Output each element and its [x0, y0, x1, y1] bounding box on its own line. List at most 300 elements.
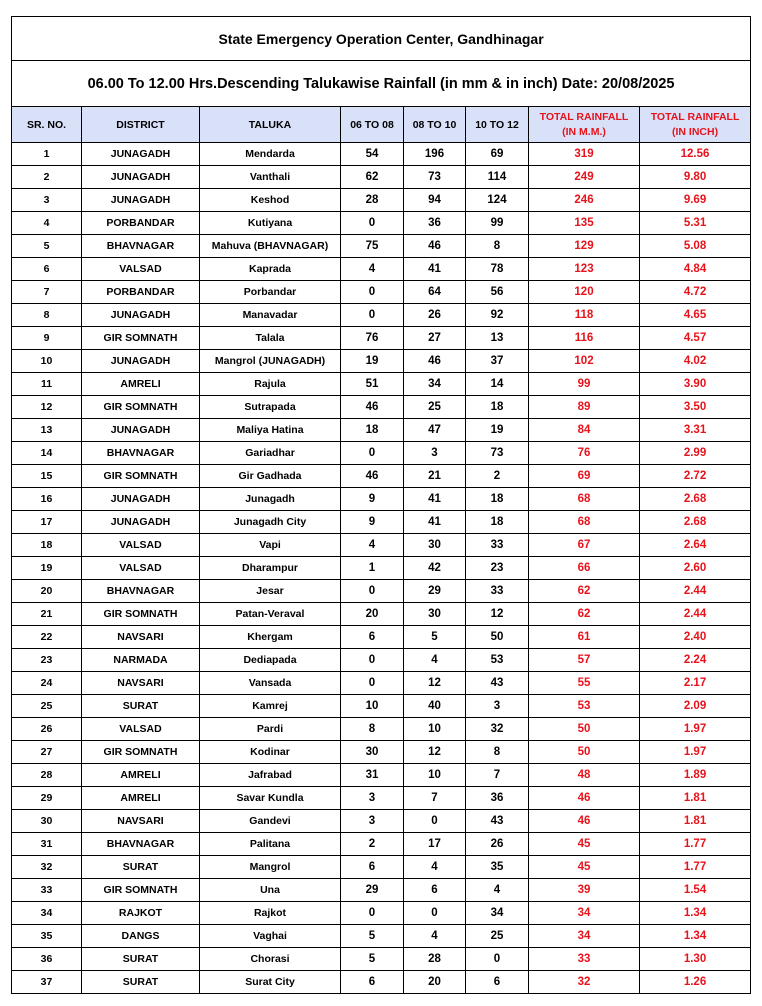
cell-10-to-12: 18 — [466, 488, 529, 511]
table-row — [12, 741, 751, 764]
cell-district: VALSAD — [82, 534, 200, 557]
cell-06-to-08: 2 — [341, 833, 404, 856]
cell-taluka: Chorasi — [200, 948, 341, 971]
cell-10-to-12: 32 — [466, 718, 529, 741]
cell-06-to-08: 0 — [341, 304, 404, 327]
cell-10-to-12: 0 — [466, 948, 529, 971]
cell-sr-no: 30 — [12, 810, 82, 833]
cell-10-to-12: 23 — [466, 557, 529, 580]
col-header-taluka: TALUKA — [200, 107, 341, 143]
cell-sr-no: 3 — [12, 189, 82, 212]
cell-08-to-10: 30 — [404, 603, 466, 626]
table-row — [12, 488, 751, 511]
cell-total-mm: 118 — [529, 304, 640, 327]
cell-08-to-10: 47 — [404, 419, 466, 442]
table-row — [12, 212, 751, 235]
cell-district: NARMADA — [82, 649, 200, 672]
cell-total-inch: 3.31 — [640, 419, 751, 442]
col-header-total-inch-line1: TOTAL RAINFALL — [650, 110, 740, 123]
cell-district: SURAT — [82, 971, 200, 994]
cell-district: GIR SOMNATH — [82, 603, 200, 626]
cell-08-to-10: 73 — [404, 166, 466, 189]
cell-district: AMRELI — [82, 373, 200, 396]
cell-10-to-12: 53 — [466, 649, 529, 672]
cell-taluka: Savar Kundla — [200, 787, 341, 810]
cell-08-to-10: 41 — [404, 511, 466, 534]
cell-08-to-10: 3 — [404, 442, 466, 465]
cell-total-inch: 2.44 — [640, 580, 751, 603]
cell-06-to-08: 6 — [341, 971, 404, 994]
cell-total-mm: 45 — [529, 856, 640, 879]
cell-10-to-12: 6 — [466, 971, 529, 994]
col-header-total-mm-line1: TOTAL RAINFALL — [539, 110, 629, 123]
table-row — [12, 258, 751, 281]
cell-06-to-08: 30 — [341, 741, 404, 764]
cell-08-to-10: 0 — [404, 810, 466, 833]
cell-total-inch: 4.65 — [640, 304, 751, 327]
cell-sr-no: 19 — [12, 557, 82, 580]
cell-06-to-08: 1 — [341, 557, 404, 580]
cell-total-mm: 46 — [529, 787, 640, 810]
cell-total-inch: 1.54 — [640, 879, 751, 902]
cell-district: SURAT — [82, 695, 200, 718]
cell-08-to-10: 64 — [404, 281, 466, 304]
cell-06-to-08: 46 — [341, 396, 404, 419]
table-row — [12, 787, 751, 810]
cell-taluka: Junagadh City — [200, 511, 341, 534]
cell-taluka: Mendarda — [200, 143, 341, 166]
cell-10-to-12: 73 — [466, 442, 529, 465]
cell-total-mm: 39 — [529, 879, 640, 902]
cell-sr-no: 18 — [12, 534, 82, 557]
cell-total-inch: 2.40 — [640, 626, 751, 649]
cell-taluka: Dharampur — [200, 557, 341, 580]
cell-10-to-12: 7 — [466, 764, 529, 787]
cell-district: GIR SOMNATH — [82, 327, 200, 350]
cell-total-mm: 62 — [529, 603, 640, 626]
cell-08-to-10: 0 — [404, 902, 466, 925]
table-row — [12, 626, 751, 649]
cell-08-to-10: 7 — [404, 787, 466, 810]
cell-total-mm: 135 — [529, 212, 640, 235]
cell-06-to-08: 0 — [341, 442, 404, 465]
cell-total-inch: 5.31 — [640, 212, 751, 235]
table-row — [12, 327, 751, 350]
cell-10-to-12: 43 — [466, 672, 529, 695]
org-title: State Emergency Operation Center, Gandhinagar — [12, 17, 751, 61]
cell-10-to-12: 14 — [466, 373, 529, 396]
cell-08-to-10: 27 — [404, 327, 466, 350]
cell-total-inch: 2.72 — [640, 465, 751, 488]
cell-sr-no: 7 — [12, 281, 82, 304]
table-row — [12, 373, 751, 396]
table-row — [12, 235, 751, 258]
cell-06-to-08: 0 — [341, 649, 404, 672]
cell-06-to-08: 75 — [341, 235, 404, 258]
cell-sr-no: 4 — [12, 212, 82, 235]
cell-taluka: Vanthali — [200, 166, 341, 189]
cell-total-mm: 62 — [529, 580, 640, 603]
cell-district: NAVSARI — [82, 810, 200, 833]
cell-08-to-10: 34 — [404, 373, 466, 396]
table-row — [12, 695, 751, 718]
cell-sr-no: 24 — [12, 672, 82, 695]
cell-total-mm: 33 — [529, 948, 640, 971]
cell-taluka: Sutrapada — [200, 396, 341, 419]
cell-08-to-10: 12 — [404, 741, 466, 764]
cell-10-to-12: 33 — [466, 580, 529, 603]
cell-sr-no: 31 — [12, 833, 82, 856]
cell-taluka: Vaghai — [200, 925, 341, 948]
cell-total-mm: 48 — [529, 764, 640, 787]
table-body — [12, 143, 751, 994]
cell-total-mm: 68 — [529, 511, 640, 534]
cell-district: JUNAGADH — [82, 143, 200, 166]
cell-taluka: Vapi — [200, 534, 341, 557]
cell-10-to-12: 13 — [466, 327, 529, 350]
cell-sr-no: 16 — [12, 488, 82, 511]
cell-total-mm: 67 — [529, 534, 640, 557]
cell-08-to-10: 20 — [404, 971, 466, 994]
cell-total-mm: 99 — [529, 373, 640, 396]
cell-total-mm: 116 — [529, 327, 640, 350]
cell-taluka: Vansada — [200, 672, 341, 695]
cell-total-inch: 2.09 — [640, 695, 751, 718]
table-row — [12, 143, 751, 166]
cell-06-to-08: 76 — [341, 327, 404, 350]
cell-total-inch: 4.02 — [640, 350, 751, 373]
cell-taluka: Surat City — [200, 971, 341, 994]
cell-06-to-08: 10 — [341, 695, 404, 718]
cell-sr-no: 35 — [12, 925, 82, 948]
cell-08-to-10: 17 — [404, 833, 466, 856]
cell-sr-no: 15 — [12, 465, 82, 488]
cell-sr-no: 13 — [12, 419, 82, 442]
cell-10-to-12: 8 — [466, 235, 529, 258]
cell-10-to-12: 43 — [466, 810, 529, 833]
cell-06-to-08: 0 — [341, 672, 404, 695]
cell-taluka: Kutiyana — [200, 212, 341, 235]
cell-sr-no: 29 — [12, 787, 82, 810]
cell-total-inch: 3.50 — [640, 396, 751, 419]
title-row — [12, 17, 751, 61]
col-header-total-inch — [640, 107, 751, 143]
cell-06-to-08: 31 — [341, 764, 404, 787]
cell-district: JUNAGADH — [82, 304, 200, 327]
cell-taluka: Keshod — [200, 189, 341, 212]
cell-10-to-12: 33 — [466, 534, 529, 557]
table-row — [12, 879, 751, 902]
cell-10-to-12: 36 — [466, 787, 529, 810]
cell-total-inch: 1.26 — [640, 971, 751, 994]
cell-district: AMRELI — [82, 764, 200, 787]
table-row — [12, 603, 751, 626]
cell-district: BHAVNAGAR — [82, 580, 200, 603]
cell-10-to-12: 18 — [466, 396, 529, 419]
cell-taluka: Palitana — [200, 833, 341, 856]
cell-08-to-10: 36 — [404, 212, 466, 235]
table-row — [12, 672, 751, 695]
cell-10-to-12: 37 — [466, 350, 529, 373]
cell-total-mm: 61 — [529, 626, 640, 649]
cell-08-to-10: 46 — [404, 235, 466, 258]
cell-06-to-08: 0 — [341, 580, 404, 603]
table-row — [12, 649, 751, 672]
cell-district: SURAT — [82, 856, 200, 879]
cell-total-mm: 89 — [529, 396, 640, 419]
col-header-sr-no: SR. NO. — [12, 107, 82, 143]
column-header-row — [12, 107, 751, 143]
table-row — [12, 166, 751, 189]
cell-08-to-10: 94 — [404, 189, 466, 212]
cell-08-to-10: 12 — [404, 672, 466, 695]
cell-taluka: Porbandar — [200, 281, 341, 304]
cell-total-inch: 1.81 — [640, 810, 751, 833]
cell-total-inch: 2.64 — [640, 534, 751, 557]
cell-total-mm: 45 — [529, 833, 640, 856]
cell-district: GIR SOMNATH — [82, 396, 200, 419]
table-row — [12, 718, 751, 741]
cell-06-to-08: 8 — [341, 718, 404, 741]
cell-06-to-08: 0 — [341, 281, 404, 304]
cell-taluka: Pardi — [200, 718, 341, 741]
cell-taluka: Gir Gadhada — [200, 465, 341, 488]
cell-06-to-08: 4 — [341, 534, 404, 557]
table-row — [12, 304, 751, 327]
table-row — [12, 419, 751, 442]
cell-08-to-10: 25 — [404, 396, 466, 419]
cell-district: JUNAGADH — [82, 350, 200, 373]
cell-sr-no: 21 — [12, 603, 82, 626]
cell-sr-no: 34 — [12, 902, 82, 925]
cell-district: JUNAGADH — [82, 511, 200, 534]
cell-taluka: Kamrej — [200, 695, 341, 718]
cell-sr-no: 12 — [12, 396, 82, 419]
cell-06-to-08: 62 — [341, 166, 404, 189]
cell-sr-no: 37 — [12, 971, 82, 994]
cell-taluka: Khergam — [200, 626, 341, 649]
col-header-08-to-10: 08 TO 10 — [404, 107, 466, 143]
cell-08-to-10: 41 — [404, 488, 466, 511]
cell-taluka: Patan-Veraval — [200, 603, 341, 626]
cell-district: BHAVNAGAR — [82, 442, 200, 465]
cell-06-to-08: 28 — [341, 189, 404, 212]
cell-10-to-12: 18 — [466, 511, 529, 534]
cell-taluka: Talala — [200, 327, 341, 350]
cell-total-mm: 319 — [529, 143, 640, 166]
col-header-10-to-12: 10 TO 12 — [466, 107, 529, 143]
cell-10-to-12: 99 — [466, 212, 529, 235]
cell-total-mm: 123 — [529, 258, 640, 281]
cell-sr-no: 36 — [12, 948, 82, 971]
cell-10-to-12: 12 — [466, 603, 529, 626]
cell-10-to-12: 114 — [466, 166, 529, 189]
cell-total-mm: 34 — [529, 925, 640, 948]
cell-district: VALSAD — [82, 258, 200, 281]
subtitle-row — [12, 61, 751, 107]
cell-district: SURAT — [82, 948, 200, 971]
cell-total-inch: 9.69 — [640, 189, 751, 212]
cell-06-to-08: 0 — [341, 212, 404, 235]
cell-total-inch: 1.77 — [640, 856, 751, 879]
cell-total-inch: 9.80 — [640, 166, 751, 189]
cell-08-to-10: 29 — [404, 580, 466, 603]
col-header-06-to-08: 06 TO 08 — [341, 107, 404, 143]
cell-sr-no: 17 — [12, 511, 82, 534]
cell-06-to-08: 5 — [341, 925, 404, 948]
cell-taluka: Jafrabad — [200, 764, 341, 787]
cell-taluka: Mahuva (BHAVNAGAR) — [200, 235, 341, 258]
cell-10-to-12: 3 — [466, 695, 529, 718]
cell-08-to-10: 46 — [404, 350, 466, 373]
cell-total-inch: 2.44 — [640, 603, 751, 626]
cell-total-inch: 5.08 — [640, 235, 751, 258]
cell-total-inch: 4.72 — [640, 281, 751, 304]
table-row — [12, 810, 751, 833]
cell-sr-no: 14 — [12, 442, 82, 465]
table-row — [12, 465, 751, 488]
cell-08-to-10: 40 — [404, 695, 466, 718]
cell-total-inch: 4.57 — [640, 327, 751, 350]
cell-total-inch: 3.90 — [640, 373, 751, 396]
cell-taluka: Rajula — [200, 373, 341, 396]
col-header-district: DISTRICT — [82, 107, 200, 143]
cell-district: GIR SOMNATH — [82, 465, 200, 488]
table-row — [12, 902, 751, 925]
cell-taluka: Mangrol (JUNAGADH) — [200, 350, 341, 373]
table-row — [12, 833, 751, 856]
cell-08-to-10: 21 — [404, 465, 466, 488]
cell-total-inch: 1.97 — [640, 718, 751, 741]
cell-total-mm: 32 — [529, 971, 640, 994]
cell-sr-no: 6 — [12, 258, 82, 281]
cell-total-mm: 129 — [529, 235, 640, 258]
cell-08-to-10: 4 — [404, 856, 466, 879]
cell-district: GIR SOMNATH — [82, 879, 200, 902]
cell-10-to-12: 26 — [466, 833, 529, 856]
cell-06-to-08: 18 — [341, 419, 404, 442]
cell-06-to-08: 54 — [341, 143, 404, 166]
table-row — [12, 925, 751, 948]
cell-taluka: Gariadhar — [200, 442, 341, 465]
rainfall-table — [11, 16, 751, 994]
cell-06-to-08: 6 — [341, 626, 404, 649]
cell-total-mm: 76 — [529, 442, 640, 465]
table-row — [12, 534, 751, 557]
cell-10-to-12: 19 — [466, 419, 529, 442]
cell-district: VALSAD — [82, 718, 200, 741]
cell-district: JUNAGADH — [82, 419, 200, 442]
cell-06-to-08: 9 — [341, 488, 404, 511]
cell-district: BHAVNAGAR — [82, 833, 200, 856]
cell-taluka: Jesar — [200, 580, 341, 603]
cell-08-to-10: 28 — [404, 948, 466, 971]
col-header-total-mm-line2: (IN M.M.) — [562, 125, 606, 138]
cell-06-to-08: 3 — [341, 787, 404, 810]
cell-taluka: Manavadar — [200, 304, 341, 327]
cell-taluka: Mangrol — [200, 856, 341, 879]
cell-06-to-08: 5 — [341, 948, 404, 971]
cell-10-to-12: 8 — [466, 741, 529, 764]
cell-total-inch: 1.89 — [640, 764, 751, 787]
table-row — [12, 442, 751, 465]
cell-10-to-12: 78 — [466, 258, 529, 281]
cell-08-to-10: 196 — [404, 143, 466, 166]
cell-06-to-08: 29 — [341, 879, 404, 902]
cell-08-to-10: 6 — [404, 879, 466, 902]
cell-taluka: Dediapada — [200, 649, 341, 672]
col-header-total-inch-line2: (IN INCH) — [672, 125, 719, 138]
cell-sr-no: 22 — [12, 626, 82, 649]
cell-total-inch: 1.97 — [640, 741, 751, 764]
cell-total-mm: 120 — [529, 281, 640, 304]
cell-district: JUNAGADH — [82, 488, 200, 511]
cell-sr-no: 25 — [12, 695, 82, 718]
cell-08-to-10: 26 — [404, 304, 466, 327]
cell-08-to-10: 5 — [404, 626, 466, 649]
cell-06-to-08: 19 — [341, 350, 404, 373]
cell-district: NAVSARI — [82, 672, 200, 695]
cell-taluka: Rajkot — [200, 902, 341, 925]
cell-08-to-10: 4 — [404, 649, 466, 672]
table-row — [12, 511, 751, 534]
cell-06-to-08: 4 — [341, 258, 404, 281]
cell-08-to-10: 41 — [404, 258, 466, 281]
cell-10-to-12: 124 — [466, 189, 529, 212]
cell-district: VALSAD — [82, 557, 200, 580]
cell-sr-no: 8 — [12, 304, 82, 327]
cell-06-to-08: 46 — [341, 465, 404, 488]
table-row — [12, 971, 751, 994]
cell-06-to-08: 51 — [341, 373, 404, 396]
cell-10-to-12: 56 — [466, 281, 529, 304]
table-row — [12, 948, 751, 971]
cell-06-to-08: 20 — [341, 603, 404, 626]
cell-taluka: Una — [200, 879, 341, 902]
cell-taluka: Junagadh — [200, 488, 341, 511]
cell-10-to-12: 35 — [466, 856, 529, 879]
cell-sr-no: 5 — [12, 235, 82, 258]
cell-06-to-08: 3 — [341, 810, 404, 833]
cell-total-inch: 2.60 — [640, 557, 751, 580]
cell-taluka: Kaprada — [200, 258, 341, 281]
report-title: 06.00 To 12.00 Hrs.Descending Talukawise Rainfall (in mm & in inch) Date: 20/08/2025 — [12, 61, 751, 107]
cell-total-mm: 55 — [529, 672, 640, 695]
cell-sr-no: 1 — [12, 143, 82, 166]
cell-sr-no: 11 — [12, 373, 82, 396]
cell-district: JUNAGADH — [82, 166, 200, 189]
cell-sr-no: 26 — [12, 718, 82, 741]
cell-total-mm: 69 — [529, 465, 640, 488]
cell-total-inch: 2.17 — [640, 672, 751, 695]
cell-total-inch: 2.24 — [640, 649, 751, 672]
cell-total-mm: 57 — [529, 649, 640, 672]
cell-total-inch: 1.34 — [640, 925, 751, 948]
cell-08-to-10: 10 — [404, 718, 466, 741]
cell-total-inch: 12.56 — [640, 143, 751, 166]
table-row — [12, 189, 751, 212]
cell-06-to-08: 9 — [341, 511, 404, 534]
cell-total-mm: 84 — [529, 419, 640, 442]
cell-total-mm: 102 — [529, 350, 640, 373]
cell-total-inch: 1.30 — [640, 948, 751, 971]
cell-08-to-10: 4 — [404, 925, 466, 948]
cell-08-to-10: 30 — [404, 534, 466, 557]
cell-total-inch: 4.84 — [640, 258, 751, 281]
cell-sr-no: 32 — [12, 856, 82, 879]
cell-10-to-12: 69 — [466, 143, 529, 166]
cell-district: AMRELI — [82, 787, 200, 810]
